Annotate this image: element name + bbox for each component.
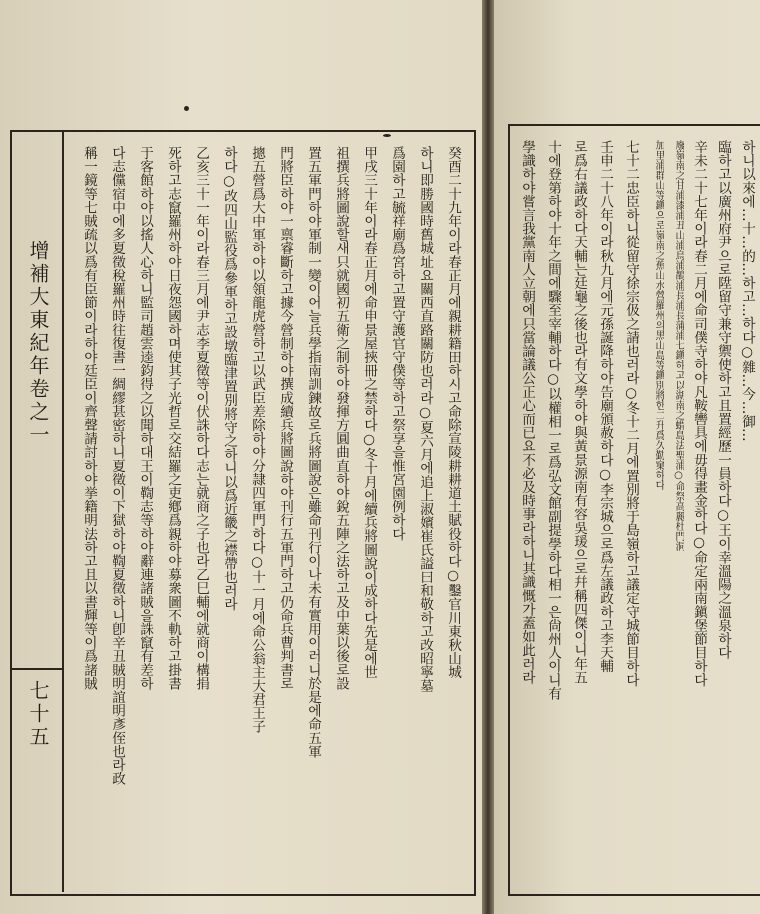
margin-divider	[62, 132, 64, 892]
text-column: 廢嶺南之甘浦漆浦丑山浦烏浦鵲浦長浦長蒲浦七鎭하고以湖南之蝟島法聖浦○命祭高麗杜門洞	[673, 140, 684, 551]
text-column: 于客館하야以搖人心하니監司趙雲逵鈞得之以聞하대王이鞫志等하야辭連諸賊을誅竄有差하	[137, 146, 153, 690]
text-column: 辛未二十七年이라春二月에命司僕寺하야凡鞍轡具에毋得畫金하다○命定兩南鎭堡節目하다	[691, 140, 707, 687]
ink-speck	[184, 106, 189, 111]
right-page	[494, 0, 760, 914]
text-column: 로爲右議政하다天輔는廷龜之後也라有文學하야與黃景源南有容吳瑗으로幷稱四傑이니年五	[571, 140, 587, 684]
text-column: 摠五營爲大中軍하야以領龍虎營하고以武臣差除하야分隷四軍門하다○十一月에命公翁主大君王子	[249, 146, 265, 734]
text-column: 하니以來에…十…的…하고…하다○雜…今…御…	[739, 140, 755, 442]
margin-title: 增補大東紀年卷之一	[26, 240, 50, 447]
ink-speck	[383, 134, 391, 137]
text-column: 七十二忠臣하니從留守徐宗伋之請也러라○冬十二月에置別將于島嶺하고議定守城節目하다	[623, 140, 639, 687]
text-column: 壬申二十八年이라秋九月에元孫誕降하야告廟頒赦하다○李宗城으로爲左議政하고李天輔	[597, 140, 613, 673]
text-column: 癸酉二十九年이라春正月에親耕籍田하시고命除宣陵耕耕道土賦役하다○鑿官川東秋山城	[445, 146, 461, 679]
text-column: 하니即勝國時舊城址요關西直路關防也러라○夏六月에追上淑嬪崔氏謚曰和敬하고改昭寧墓	[417, 146, 433, 693]
text-column: 加里浦群山等鎭으로嶺南之蕉山水營羅州의黑山島等鎭別將한二升爲久勤窠하다	[653, 140, 664, 490]
text-column: 爲園하고毓祥廟爲宮하고置守護官守僕等하고祭享을惟宮園例하다	[389, 146, 405, 541]
text-column: 祖撰兵將圖說할새只就國初五衛之制하야發揮方圓曲直하야銳五陣之法하고及中葉以後로設	[333, 146, 349, 690]
text-column: 다志儻宿中에多夏徵稅羅州時往復書一綢繆甚密하니夏徵이下獄하야鞫夏徵하니卽辛丑賊明誼明彥侄也라政	[109, 146, 125, 786]
text-column: 乙亥三十一年이라春三月에尹志李夏徵等이伏誅하다志는就商之子也라乙巳輔에就商이構捐	[193, 146, 209, 690]
text-column: 死하고志竄羅州하야日夜怨國하며使其子光哲로交結羅之吏鄕爲親하야募衆圖不軌하고掛書	[165, 146, 181, 690]
text-column: 甲戌三十年이라春正月에命申景屋挾冊之禁하다○冬十月에續兵將圖說이成하다先是에世	[361, 146, 377, 679]
title-divider	[12, 668, 62, 670]
text-column: 稱一鏡等七賊疏以爲有臣節이라하야廷臣이齊聲請討하야挙籍明法하고且以書輝等이爲諸賊	[81, 146, 97, 690]
text-column: 하다○改四山監役爲參軍하고設墩臨津置別將守之하니以爲近畿之襟帶也러라	[221, 146, 237, 611]
book-gutter	[482, 0, 494, 914]
text-column: 門將臣하야一禀睿斷하고據今營制하야撰成續兵將圖說하야刊行五軍門하고仍命兵曹判書로	[277, 146, 293, 690]
margin-folio: 七十五	[26, 680, 50, 749]
text-column: 十에登第하야十年之間에驟至宰輔하다○以權相一로爲弘文館副提學하다相一은尙州人이니有	[545, 140, 561, 700]
text-column: 置五軍門하야軍制一變이어늘兵學指南訓鍊故로兵將圖說은雖命刊行이나未有實用이러니於是에命五軍	[305, 146, 321, 758]
text-column: 學識하야嘗言我黨南人立朝에只當論議公正心而已요不必及時事라하니其識慨가蓋如此러라	[519, 140, 535, 684]
text-column: 臨하고以廣州府尹으로陞留守兼守禦使하고且置經歷一員하다○王이幸溫陽之溫泉하다	[715, 140, 731, 660]
